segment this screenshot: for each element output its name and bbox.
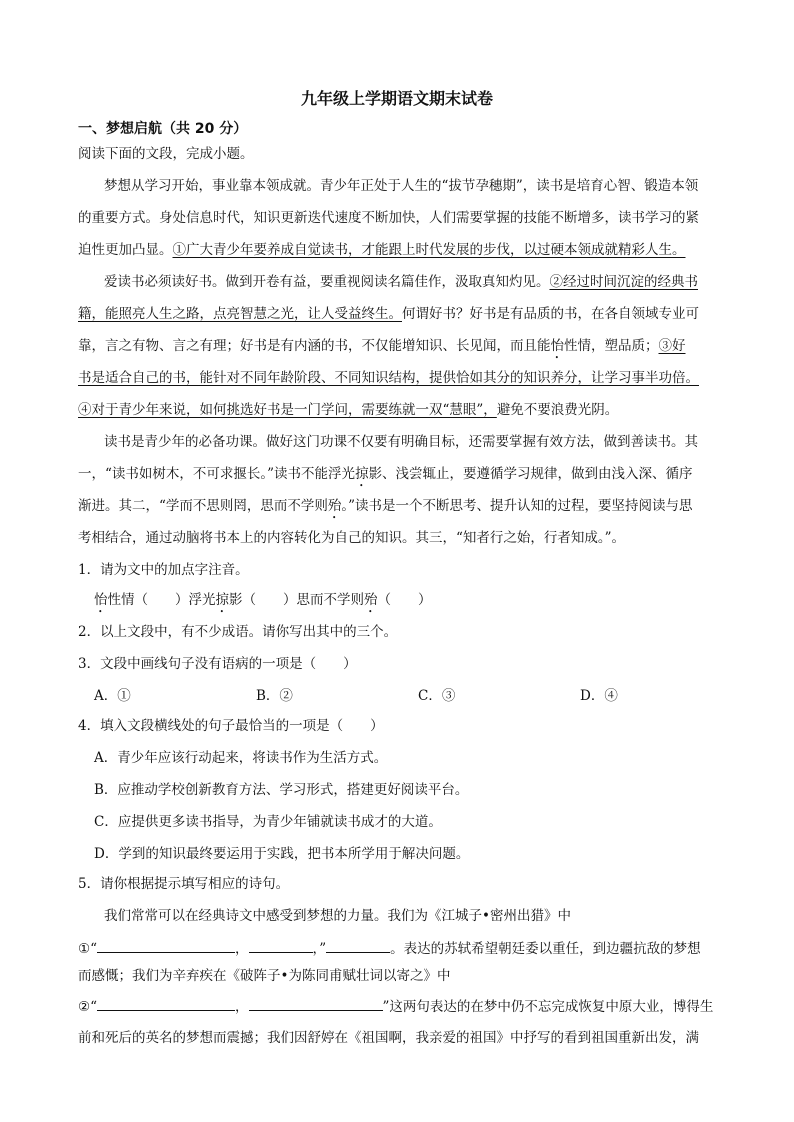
- fill-blank-1[interactable]: [97, 938, 235, 953]
- p1-text: 迫性更加凸显。: [78, 242, 173, 258]
- q5-text: ，: [235, 999, 249, 1015]
- fill-blank-4[interactable]: [97, 996, 235, 1011]
- p2-line-5: [78, 400, 618, 420]
- dotted-char: 掠: [355, 466, 369, 482]
- blank-filled-sentence: 避免不要浪费光阴。: [496, 402, 619, 418]
- reading-instruction: 阅读下面的文段，完成小题。: [78, 146, 254, 162]
- underlined-sentence-2-cont: 籍，能照亮人生之路，点亮智慧之光，让人受益终生。: [78, 306, 402, 322]
- question-4: 4．填入文段横线处的句子最恰当的一项是（ ）: [78, 718, 384, 734]
- p3-text: 长。”读书不能浮光: [246, 466, 356, 482]
- p3-line-1: 读书是青少年的必备功课。做好这门功课不仅要有明确目标，还需要掌握有效方法，做到善读书。其: [104, 434, 698, 450]
- dotted-char: 怡: [550, 338, 564, 354]
- p3-text: 。”读书是一个不断思考、提升认知的过程，要坚持阅读与思: [341, 498, 693, 514]
- fill-blank-5[interactable]: [249, 996, 383, 1011]
- p2-text: 爱读书必须读好书。做到开卷有益，要重视阅读名篇佳作，汲取真知灼见。: [104, 274, 550, 290]
- q5-line-5: 前和死后的英名的梦想而震撼；我们因舒婷在《祖国啊，我亲爱的祖国》中抒写的看到祖国重新出发，满: [78, 1030, 699, 1046]
- question-5: 5．请你根据提示填写相应的诗句。: [78, 876, 290, 892]
- underlined-sentence-4: ④对于青少年来说，如何挑选好书是一门学问，需要练就一双“慧眼”，: [78, 402, 497, 418]
- q5-text: ，: [235, 941, 249, 957]
- p2-text: 性情，塑品质；: [564, 338, 659, 354]
- q5-text: 。表达的苏轼希望朝廷委以重任，到边疆抗敌的梦想: [390, 941, 701, 957]
- p1-line-3: [78, 240, 686, 260]
- question-1-items: [94, 590, 432, 616]
- dotted-char: 殆: [364, 592, 378, 608]
- dotted-char: 殆: [327, 498, 342, 514]
- p2-line-3: [78, 336, 686, 362]
- q4-option-c: C．应提供更多读书指导，为青少年铺就读书成才的大道。: [94, 814, 442, 830]
- dotted-char: 怡: [94, 592, 108, 608]
- p3-text: 揠: [233, 466, 247, 482]
- question-2: 2．以上文段中，有不少成语。请你写出其中的三个。: [78, 624, 398, 640]
- answer-slot-text: （ ）: [377, 592, 432, 608]
- p3-line-2: [78, 464, 693, 490]
- p2-line-4: [78, 368, 699, 388]
- p3-text: 渐进。其二，“学而不思则罔，思而不学则: [78, 498, 328, 514]
- q4-option-a: A．青少年应该行动起来，将读书作为生活方式。: [94, 750, 388, 766]
- q3-option-c: C．③: [418, 688, 456, 704]
- q3-option-b: B．②: [256, 688, 293, 704]
- underlined-sentence-2: ②经过时间沉淀的经典书: [549, 274, 698, 290]
- answer-slot-text: 影（ ）思而不学则: [229, 592, 364, 608]
- p2-line-2: [78, 304, 699, 324]
- fill-blank-2[interactable]: [249, 938, 313, 953]
- underlined-sentence-1: ①广大青少年要养成自觉读书，才能跟上时代发展的步伐，以过硬本领成就精彩人生。: [172, 242, 686, 258]
- q5-text: ①“: [78, 941, 98, 957]
- question-3: 3．文段中画线句子没有语病的一项是（ ）: [78, 656, 357, 672]
- q5-text: ”这两句表达的在梦中仍不忘完成恢复中原大业，博得生: [382, 999, 714, 1015]
- section-heading: 一、梦想启航（共 20 分）: [78, 121, 248, 137]
- p3-text: 影、浅尝辄止，要遵循学习规律，做到由浅入深、循序: [368, 466, 693, 482]
- q4-option-b: B．应推动学校创新教育方法、学习形式，搭建更好阅读平台。: [94, 782, 469, 798]
- dotted-char: 掠: [215, 592, 229, 608]
- p3-text: 一，“读书如树木，不可求: [78, 466, 234, 482]
- p3-line-4: 考相结合，通过动脑将书本上的内容转化为自己的知识。其三，“知者行之始，行者知成。”。: [78, 530, 626, 546]
- question-1: 1．请为文中的加点字注音。: [78, 562, 249, 578]
- q5-text: ②“: [78, 999, 98, 1015]
- q5-line-4: [78, 996, 713, 1017]
- q5-line-3: 而感慨；我们为辛弃疾在《破阵子•为陈同甫赋壮词以寄之》中: [78, 968, 451, 984]
- p2-line-1: [104, 272, 698, 292]
- q4-option-d: D．学到的知识最终要运用于实践，把书本所学用于解决问题。: [94, 846, 470, 862]
- p2-text: 靠，言之有物、言之有理；好书是有内涵的书，不仅能增知识、长见闻，而且能: [78, 338, 551, 354]
- answer-slot-text: 性情（ ）浮光: [107, 592, 216, 608]
- q5-line-2: [78, 938, 701, 959]
- p1-line-2: 的重要方式。身处信息时代，知识更新迭代速度不断加快，人们需要掌握的技能不断增多，读书学习的紧: [78, 210, 699, 226]
- underlined-sentence-3-cont: 书是适合自己的书，能针对不同年龄阶段、不同知识结构，提供恰如其分的知识养分，让学习事半功倍。: [78, 370, 699, 386]
- underlined-sentence-3: ③好: [658, 338, 686, 354]
- p2-text: 何谓好书？好书是有品质的书，在各自领域专业可: [402, 306, 699, 322]
- p1-line-1: 梦想从学习开始，事业靠本领成就。青少年正处于人生的“拔节孕穗期”，读书是培育心智、锻造本领: [104, 178, 699, 194]
- p3-line-3: [78, 496, 693, 522]
- q5-line-1: 我们常常可以在经典诗文中感受到梦想的力量。我们为《江城子•密州出猎》中: [104, 908, 571, 924]
- q3-option-d: D．④: [580, 688, 618, 704]
- q5-text: ，”: [312, 941, 327, 957]
- exam-title: 九年级上学期语文期末试卷: [300, 89, 493, 108]
- fill-blank-3[interactable]: [326, 938, 390, 953]
- q3-option-a: A．①: [94, 688, 131, 704]
